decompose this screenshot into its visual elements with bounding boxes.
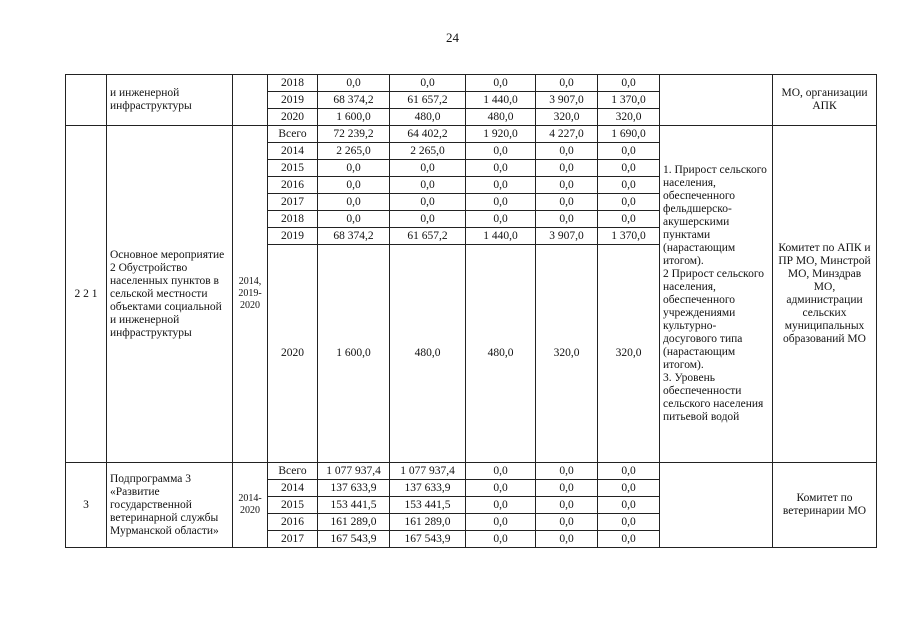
value-cell: 2 265,0 [390, 143, 466, 160]
row-number-cell: 2 2 1 [66, 126, 107, 463]
value-cell: 0,0 [466, 194, 536, 211]
value-cell: 480,0 [390, 245, 466, 463]
value-cell: 0,0 [318, 160, 390, 177]
responsible-cell: Комитет по ветеринарии МО [773, 463, 877, 548]
year-cell: 2016 [268, 177, 318, 194]
value-cell: 0,0 [466, 514, 536, 531]
year-cell: 2020 [268, 109, 318, 126]
year-cell: 2017 [268, 531, 318, 548]
value-cell: 0,0 [598, 497, 660, 514]
year-cell: 2015 [268, 497, 318, 514]
year-cell: 2018 [268, 211, 318, 228]
indicators-cell: 1. Прирост сельского населения, обеспеченного фельдшерско-акушерскими пунктами (нарастающим итогом). 2 Прирост сельского населения, обеспеченного учреждениями культурно-досугового типа (нарастающим итогом). 3. Уровень обеспеченности сельского населения питьевой водой [660, 126, 773, 463]
value-cell: 1 600,0 [318, 245, 390, 463]
value-cell: 0,0 [536, 143, 598, 160]
value-cell: 1 600,0 [318, 109, 390, 126]
value-cell: 161 289,0 [318, 514, 390, 531]
value-cell: 72 239,2 [318, 126, 390, 143]
value-cell: 64 402,2 [390, 126, 466, 143]
value-cell: 320,0 [536, 245, 598, 463]
value-cell: 0,0 [466, 160, 536, 177]
value-cell: 0,0 [598, 160, 660, 177]
value-cell: 0,0 [536, 514, 598, 531]
value-cell: 0,0 [536, 211, 598, 228]
year-cell: 2017 [268, 194, 318, 211]
value-cell: 1 370,0 [598, 92, 660, 109]
value-cell: 480,0 [466, 109, 536, 126]
year-cell: 2014 [268, 480, 318, 497]
year-cell: 2014 [268, 143, 318, 160]
table-row [66, 463, 877, 480]
value-cell: 0,0 [536, 194, 598, 211]
period-cell: 2014, 2019- 2020 [233, 126, 268, 463]
value-cell: 0,0 [466, 531, 536, 548]
value-cell: 0,0 [466, 177, 536, 194]
value-cell: 0,0 [598, 514, 660, 531]
value-cell: 61 657,2 [390, 228, 466, 245]
value-cell: 1 077 937,4 [318, 463, 390, 480]
value-cell: 167 543,9 [318, 531, 390, 548]
activity-name: и инженерной инфраструктуры [107, 75, 233, 126]
value-cell: 0,0 [598, 177, 660, 194]
responsible-cell: Комитет по АПК и ПР МО, Минстрой МО, Минздрав МО, администрации сельских муниципальных образований МО [773, 126, 877, 463]
value-cell: 0,0 [536, 480, 598, 497]
value-cell: 0,0 [318, 75, 390, 92]
value-cell: 0,0 [536, 531, 598, 548]
value-cell: 0,0 [390, 75, 466, 92]
value-cell: 0,0 [466, 463, 536, 480]
value-cell: 153 441,5 [318, 497, 390, 514]
value-cell: 0,0 [598, 463, 660, 480]
table-row [66, 75, 877, 92]
value-cell: 0,0 [536, 160, 598, 177]
value-cell: 0,0 [466, 211, 536, 228]
row-number-cell [66, 75, 107, 126]
year-cell: 2019 [268, 92, 318, 109]
value-cell: 480,0 [390, 109, 466, 126]
activity-name: Подпрограмма 3 «Развитие государственной ветеринарной службы Мурманской области» [107, 463, 233, 548]
value-cell: 2 265,0 [318, 143, 390, 160]
value-cell: 1 440,0 [466, 92, 536, 109]
program-table [65, 74, 877, 548]
value-cell: 0,0 [390, 177, 466, 194]
value-cell: 0,0 [466, 497, 536, 514]
value-cell: 1 077 937,4 [390, 463, 466, 480]
value-cell: 0,0 [466, 480, 536, 497]
value-cell: 0,0 [598, 143, 660, 160]
value-cell: 61 657,2 [390, 92, 466, 109]
value-cell: 137 633,9 [318, 480, 390, 497]
year-cell: 2016 [268, 514, 318, 531]
value-cell: 153 441,5 [390, 497, 466, 514]
year-cell: 2020 [268, 245, 318, 463]
value-cell: 480,0 [466, 245, 536, 463]
value-cell: 0,0 [318, 211, 390, 228]
year-cell: 2019 [268, 228, 318, 245]
value-cell: 0,0 [318, 177, 390, 194]
table-row [66, 126, 877, 143]
year-cell: 2018 [268, 75, 318, 92]
value-cell: 320,0 [536, 109, 598, 126]
indicators-cell [660, 75, 773, 126]
value-cell: 0,0 [466, 143, 536, 160]
value-cell: 320,0 [598, 109, 660, 126]
value-cell: 0,0 [536, 463, 598, 480]
value-cell: 1 440,0 [466, 228, 536, 245]
value-cell: 0,0 [390, 194, 466, 211]
value-cell: 161 289,0 [390, 514, 466, 531]
page-number: 24 [446, 30, 459, 45]
value-cell: 3 907,0 [536, 92, 598, 109]
year-cell: Всего [268, 463, 318, 480]
responsible-cell: МО, организации АПК [773, 75, 877, 126]
value-cell: 0,0 [466, 75, 536, 92]
indicators-cell [660, 463, 773, 548]
value-cell: 4 227,0 [536, 126, 598, 143]
value-cell: 0,0 [598, 75, 660, 92]
value-cell: 320,0 [598, 245, 660, 463]
value-cell: 0,0 [318, 194, 390, 211]
activity-name: Основное мероприятие 2 Обустройство населенных пунктов в сельской местности объектами социальной и инженерной инфраструктуры [107, 126, 233, 463]
row-number-cell: 3 [66, 463, 107, 548]
value-cell: 0,0 [536, 177, 598, 194]
value-cell: 68 374,2 [318, 92, 390, 109]
value-cell: 1 920,0 [466, 126, 536, 143]
value-cell: 137 633,9 [390, 480, 466, 497]
value-cell: 0,0 [598, 194, 660, 211]
value-cell: 1 370,0 [598, 228, 660, 245]
value-cell: 0,0 [598, 211, 660, 228]
value-cell: 167 543,9 [390, 531, 466, 548]
value-cell: 68 374,2 [318, 228, 390, 245]
value-cell: 0,0 [536, 497, 598, 514]
value-cell: 3 907,0 [536, 228, 598, 245]
value-cell: 0,0 [536, 75, 598, 92]
value-cell: 1 690,0 [598, 126, 660, 143]
period-cell [233, 75, 268, 126]
year-cell: Всего [268, 126, 318, 143]
value-cell: 0,0 [390, 160, 466, 177]
year-cell: 2015 [268, 160, 318, 177]
value-cell: 0,0 [598, 531, 660, 548]
value-cell: 0,0 [390, 211, 466, 228]
value-cell: 0,0 [598, 480, 660, 497]
period-cell: 2014- 2020 [233, 463, 268, 548]
